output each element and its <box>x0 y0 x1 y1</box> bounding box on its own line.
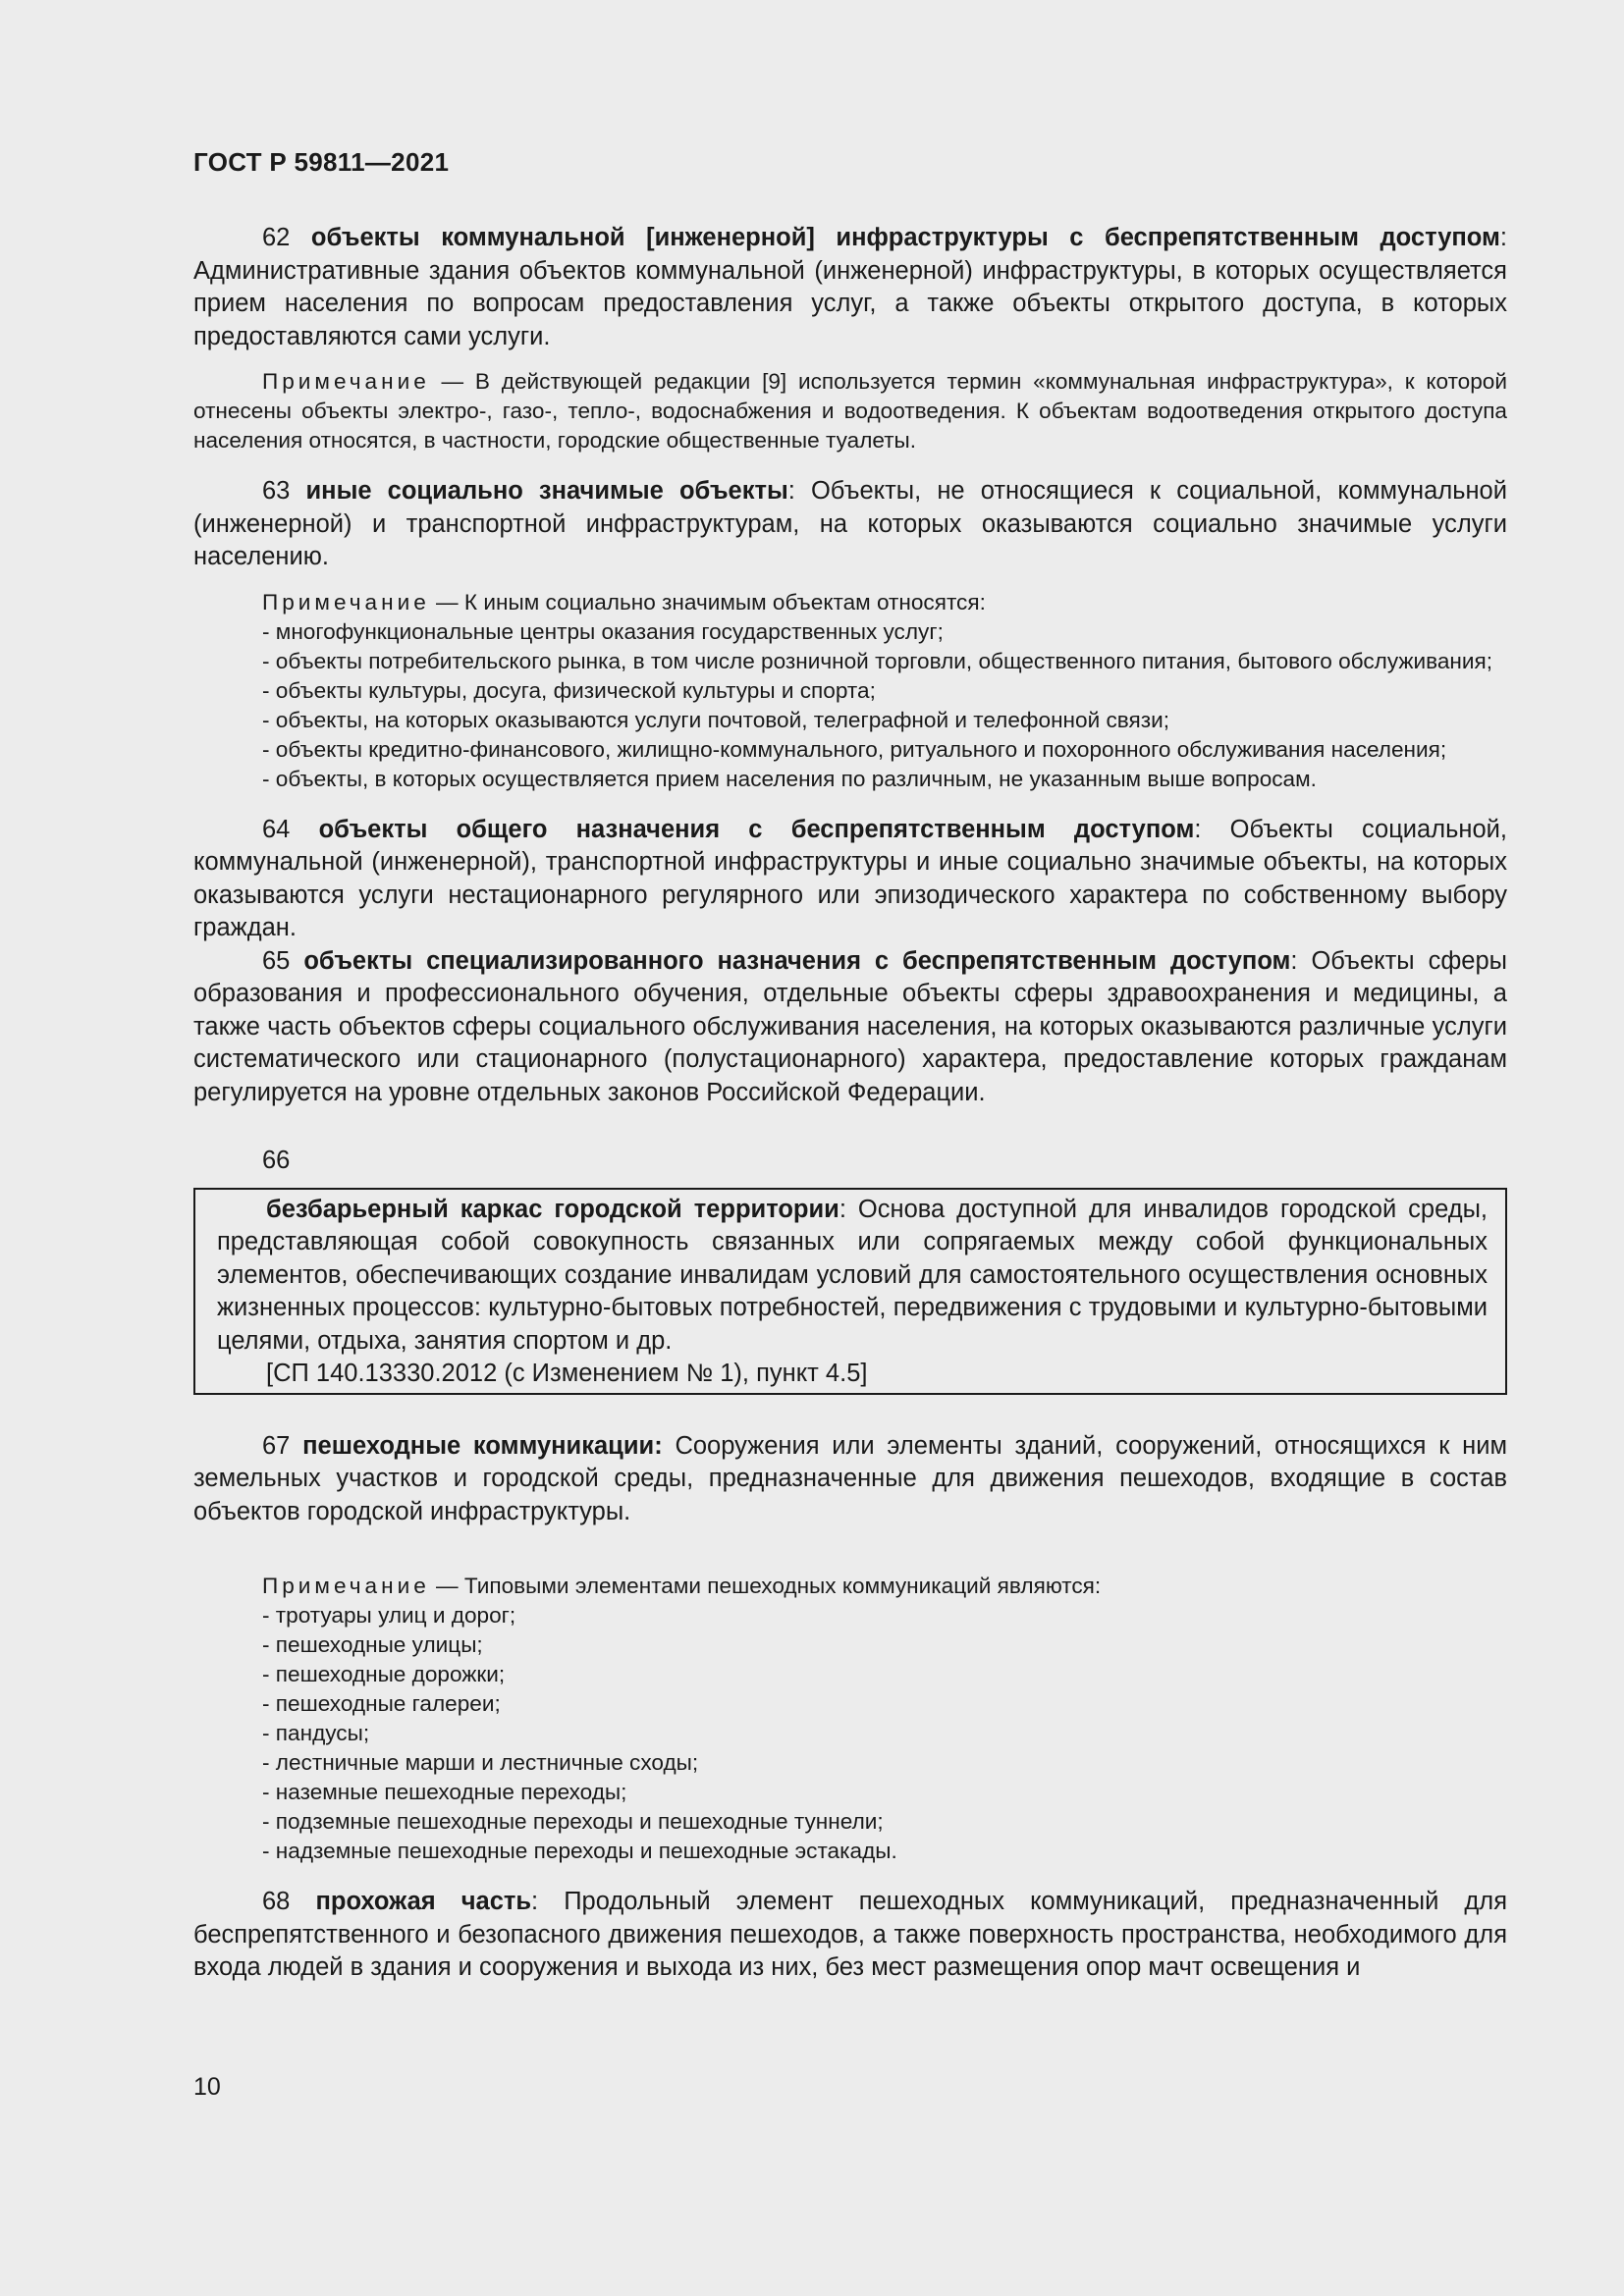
note-62 <box>193 367 1507 455</box>
term-62 <box>193 222 1507 353</box>
list-item: - объекты, в которых осуществляется прием населения по различным, не указанным выше вопросам. <box>262 766 1317 791</box>
note-text: — В действующей редакции [9] используется термин «коммунальная инфраструктура», к которой отнесены объекты электро-, газо-, тепло-, водоснабжения и водоотведения. К объектам водоотведения открытого доступа населения относятся, в частности, городские общественные туалеты. <box>193 369 1507 453</box>
term-66-box <box>193 1188 1507 1395</box>
note-label: Примечание <box>262 369 430 394</box>
list-item: - наземные пешеходные переходы; <box>262 1780 627 1804</box>
term-title: объекты общего назначения с беспрепятственным доступом <box>318 815 1195 843</box>
term-66 <box>217 1194 1488 1359</box>
term-definition: : Административные здания объектов коммунальной (инженерной) инфраструктуры, в которых осуществляется прием населения по вопросам предоставления услуг, а также объекты открытого доступа, в которых предоставляются сами услуги. <box>193 224 1508 350</box>
term-definition: : Продольный элемент пешеходных коммуникаций, предназначенный для беспрепятственного и безопасного движения пешеходов, а также поверхность пространства, необходимого для входа людей в здания и сооружения и выхода из них, без мест размещения опор мачт освещения и <box>193 1888 1507 1981</box>
term-definition: Сооружения или элементы зданий, сооружений, относящихся к ним земельных участков и городской среды, предназначенные для движения пешеходов, входящие в состав объектов городской инфраструктуры. <box>193 1431 1507 1525</box>
term-definition: : Объекты социальной, коммунальной (инженерной), транспортной инфраструктуры и иные социально значимые объекты, на которых оказываются услуги нестационарного регулярного или эпизодического характера по собственному выбору граждан. <box>193 815 1507 941</box>
term-title: иные социально значимые объекты <box>305 477 788 505</box>
term-definition: : Объекты, не относящиеся к социальной, коммунальной (инженерной) и транспортной инфраструктурам, на которых оказываются социально значимые услуги населению. <box>193 477 1507 570</box>
term-65 <box>193 945 1507 1110</box>
list-item: - тротуары улиц и дорог; <box>262 1603 516 1628</box>
term-number: 64 <box>262 815 291 843</box>
term-title: пешеходные коммуникации: <box>302 1431 663 1460</box>
note-label: Примечание <box>262 589 430 614</box>
note-67 <box>193 1572 1507 1866</box>
term-68 <box>193 1886 1507 1985</box>
term-title: безбарьерный каркас городской территории <box>266 1195 839 1223</box>
list-item: - объекты культуры, досуга, физической культуры и спорта; <box>262 677 876 703</box>
list-item: - надземные пешеходные переходы и пешеходные эстакады. <box>262 1839 897 1863</box>
list-item: - подземные пешеходные переходы и пешеходные туннели; <box>262 1809 884 1834</box>
term-definition: : Основа доступной для инвалидов городской среды, представляющая собой совокупность связанных или сопрягаемых между собой функциональных элементов, обеспечивающих создание инвалидам условий для самостоятельного осуществления основных жизненных процессов: культурно-бытовых потребностей, передвижения с трудовыми и культурно-бытовыми целями, отдыха, занятия спортом и др. <box>217 1195 1488 1355</box>
term-64 <box>193 814 1507 945</box>
term-63 <box>193 475 1507 574</box>
term-number: 66 <box>262 1147 291 1174</box>
term-number: 65 <box>262 946 291 975</box>
term-67 <box>193 1430 1507 1529</box>
term-title: прохожая часть <box>315 1888 532 1915</box>
note-text: — К иным социально значимым объектам относятся: <box>429 589 986 614</box>
list-item: - объекты кредитно-финансового, жилищно-коммунального, ритуального и похоронного обслуживания населения; <box>262 736 1447 762</box>
term-number: 67 <box>262 1431 291 1460</box>
document-body <box>193 222 1507 1985</box>
list-item: - пешеходные дорожки; <box>262 1662 506 1686</box>
page-number: 10 <box>193 2073 221 2101</box>
term-number: 68 <box>262 1888 291 1915</box>
list-item: - многофункциональные центры оказания государственных услуг; <box>262 618 944 644</box>
list-item: - объекты потребительского рынка, в том числе розничной торговли, общественного питания, бытового обслуживания; <box>262 648 1493 673</box>
list-item: - пешеходные галереи; <box>262 1691 501 1716</box>
term-number: 63 <box>262 477 291 505</box>
note-text: — Типовыми элементами пешеходных коммуникаций являются: <box>429 1574 1102 1598</box>
list-item: - лестничные марши и лестничные сходы; <box>262 1750 699 1775</box>
term-title: объекты специализированного назначения с беспрепятственным доступом <box>303 946 1291 975</box>
note-63 <box>193 588 1507 794</box>
note-label: Примечание <box>262 1574 430 1598</box>
term-number: 62 <box>262 224 291 251</box>
term-title: объекты коммунальной [инженерной] инфраструктуры с беспрепятственным доступом <box>310 224 1500 251</box>
term-definition: : Объекты сферы образования и профессионального обучения, отдельные объекты сферы здравоохранения и медицины, а также часть объектов сферы социального обслуживания населения, на которых оказываются различные услуги систематического или стационарного (полустационарного) характера, предоставление которых гражданам регулируется на уровне отдельных законов Российской Федерации. <box>193 946 1507 1106</box>
term-source: [СП 140.13330.2012 (с Изменением № 1), пункт 4.5] <box>266 1360 868 1387</box>
list-item: - пандусы; <box>262 1721 370 1745</box>
list-item: - пешеходные улицы; <box>262 1632 483 1657</box>
list-item: - объекты, на которых оказываются услуги почтовой, телеграфной и телефонной связи; <box>262 707 1170 732</box>
standard-header: ГОСТ Р 59811—2021 <box>193 147 450 177</box>
